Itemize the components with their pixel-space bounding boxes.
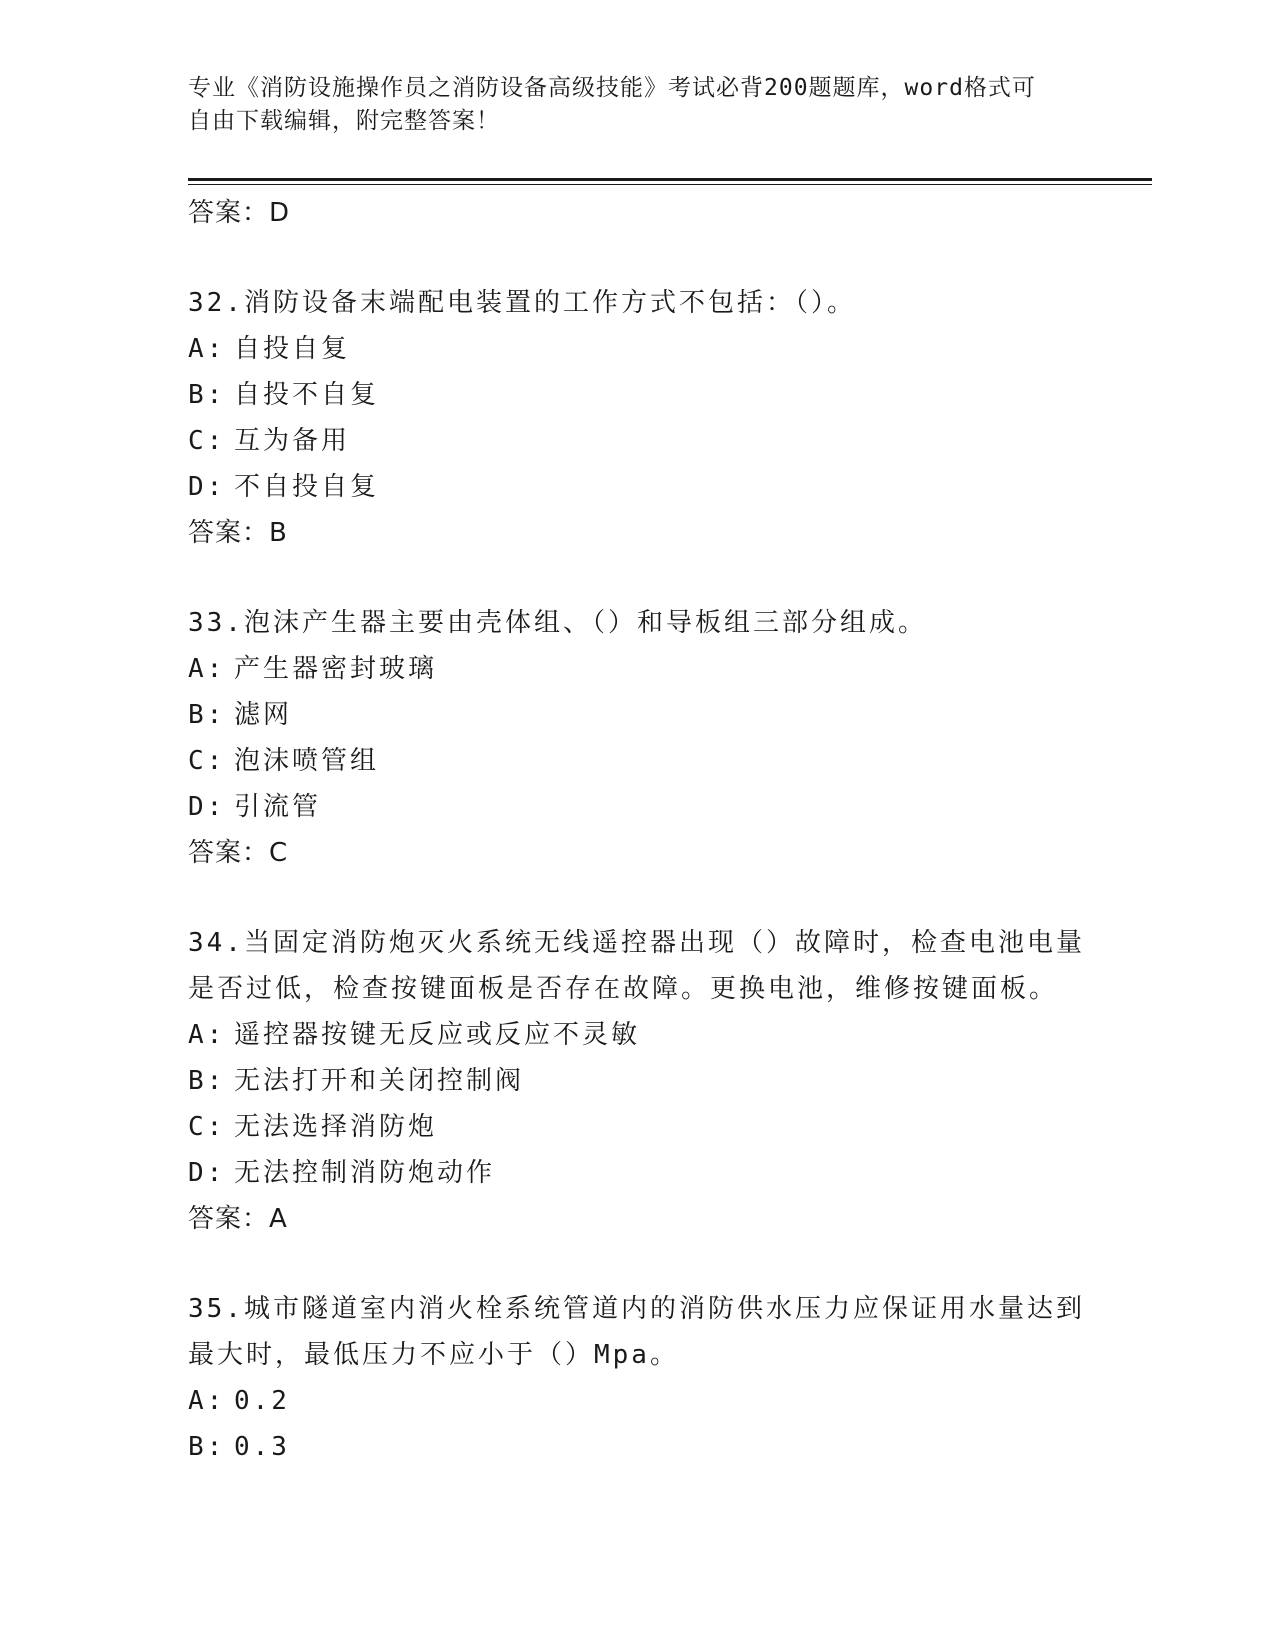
option-label: B: [188,1432,226,1462]
option-text: 滤网 [234,700,293,730]
document-body [188,190,1088,1470]
option-label: C: [188,426,226,456]
header-line-1: 专业《消防设施操作员之消防设备高级技能》考试必背200题题库，word格式可 [188,75,1036,101]
option-label: A: [188,654,226,684]
spacer [188,556,1088,600]
question-block [188,600,1088,876]
option-b [188,1424,1088,1470]
option-a [188,326,1088,372]
answer-line: 答案：B [188,518,288,548]
option-d [188,464,1088,510]
question-text: 33.泡沫产生器主要由壳体组、（）和导板组三部分组成。 [188,608,927,638]
question-text-line-2: 最大时，最低压力不应小于（）Mpa。 [188,1340,679,1370]
option-label: D: [188,792,226,822]
option-text: 不自投自复 [234,472,380,502]
answer-line: 答案：C [188,838,289,868]
option-label: A: [188,1386,226,1416]
answer-line: 答案：A [188,1204,288,1234]
option-b [188,1058,1088,1104]
question-text-line-1: 34.当固定消防炮灭火系统无线遥控器出现（）故障时，检查电池电量 [188,928,1085,958]
question-text-line-1: 35.城市隧道室内消火栓系统管道内的消防供水压力应保证用水量达到 [188,1294,1085,1324]
option-label: B: [188,1066,226,1096]
option-label: C: [188,746,226,776]
spacer [188,236,1088,280]
option-text: 遥控器按键无反应或反应不灵敏 [234,1020,641,1050]
option-d [188,784,1088,830]
option-text: 无法控制消防炮动作 [234,1158,496,1188]
option-label: B: [188,700,226,730]
option-b [188,692,1088,738]
option-label: D: [188,1158,226,1188]
option-text: 自投自复 [234,334,351,364]
option-text: 互为备用 [234,426,351,456]
option-text: 无法打开和关闭控制阀 [234,1066,525,1096]
question-block [188,280,1088,556]
option-text: 产生器密封玻璃 [234,654,438,684]
question-text: 32.消防设备末端配电装置的工作方式不包括：（）。 [188,288,856,318]
option-c [188,738,1088,784]
option-label: C: [188,1112,226,1142]
header-divider-thin [188,184,1152,185]
option-text: 0.2 [234,1386,290,1416]
spacer [188,876,1088,920]
option-a [188,1012,1088,1058]
option-label: A: [188,334,226,364]
header-divider-thick [188,178,1152,181]
option-text: 自投不自复 [234,380,380,410]
option-a [188,646,1088,692]
question-block [188,920,1088,1242]
option-label: A: [188,1020,226,1050]
question-block [188,1286,1088,1470]
option-c [188,418,1088,464]
option-text: 泡沫喷管组 [234,746,380,776]
option-label: D: [188,472,226,502]
option-d [188,1150,1088,1196]
document-header [188,72,1088,138]
option-a [188,1378,1088,1424]
question-text-line-2: 是否过低，检查按键面板是否存在故障。更换电池，维修按键面板。 [188,974,1059,1004]
option-b [188,372,1088,418]
option-label: B: [188,380,226,410]
option-text: 引流管 [234,792,322,822]
header-line-2: 自由下载编辑，附完整答案！ [188,108,500,134]
option-text: 0.3 [234,1432,290,1462]
spacer [188,1242,1088,1286]
previous-answer: 答案：D [188,198,291,228]
option-c [188,1104,1088,1150]
option-text: 无法选择消防炮 [234,1112,438,1142]
